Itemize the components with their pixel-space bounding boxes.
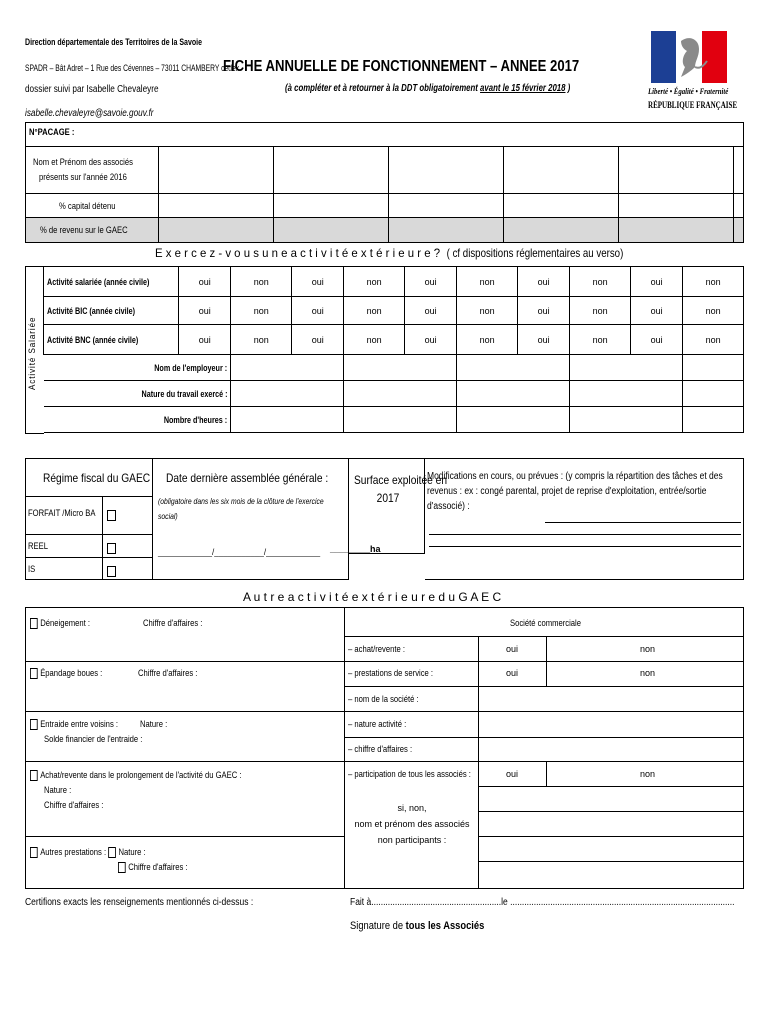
- pacage-field[interactable]: [26, 123, 744, 147]
- hours-cell[interactable]: [457, 407, 570, 433]
- yes-option[interactable]: oui: [179, 267, 231, 297]
- r-participation-label: – participation de tous les associés :: [348, 769, 471, 779]
- entraide-item[interactable]: Entraide entre voisins :: [30, 719, 118, 730]
- other-heading: A u t r e a c t i v i t é e x t é r i e u r e d u G A E C: [243, 590, 502, 604]
- employer-row: [44, 355, 744, 381]
- hours-cell[interactable]: [570, 407, 683, 433]
- associate-name-row: [26, 147, 744, 194]
- yes-option[interactable]: oui: [517, 297, 569, 325]
- no-option[interactable]: non: [344, 297, 405, 325]
- no-option[interactable]: non: [231, 297, 292, 325]
- no-option[interactable]: non: [344, 325, 405, 355]
- capital-cell[interactable]: [389, 194, 504, 218]
- employer-cell[interactable]: [683, 355, 744, 381]
- org-address: SPADR – Bât Adret – 1 Rue des Cévennes – 73011 CHAMBERY cedex: [25, 63, 240, 73]
- autres-ca-item[interactable]: Chiffre d'affaires :: [118, 862, 188, 873]
- revenue-label: % de revenu sur le GAEC: [40, 225, 129, 235]
- associate-name-cell[interactable]: [389, 147, 504, 194]
- hours-label: Nombre d'heures :: [164, 414, 228, 425]
- logo-motto: Liberté • Égalité • Fraternité: [648, 87, 729, 96]
- no-option[interactable]: non: [457, 325, 518, 355]
- no-option[interactable]: non: [231, 267, 292, 297]
- revenue-cell[interactable]: [619, 218, 734, 243]
- changes-text: Modifications en cours, ou prévues : (y compris la répartition des tâches et des revenus : ex : congé parental, projet de reprise d'exploitation, entrée/sortie d'associé) :: [427, 471, 723, 512]
- associate-name-cell[interactable]: [159, 147, 274, 194]
- associate-name-cell[interactable]: [504, 147, 619, 194]
- yes-option[interactable]: oui: [292, 325, 344, 355]
- regime-reel-label: REEL: [28, 541, 48, 551]
- associate-name-cell[interactable]: [734, 147, 744, 194]
- surface-header: Surface exploitée en 2017: [354, 473, 447, 505]
- r-achat-no[interactable]: non: [640, 644, 656, 654]
- regime-reel-checkbox[interactable]: [107, 540, 119, 558]
- changes-line[interactable]: [429, 534, 741, 535]
- associate-name-cell[interactable]: [619, 147, 734, 194]
- r-participation-yes[interactable]: oui: [506, 769, 519, 779]
- capital-cell[interactable]: [619, 194, 734, 218]
- job-cell[interactable]: [457, 381, 570, 407]
- regime-forfait-label: FORFAIT /Micro BA: [28, 508, 96, 518]
- employer-label: Nom de l'employeur :: [154, 362, 228, 373]
- r-presta-no[interactable]: non: [640, 668, 656, 678]
- employer-cell[interactable]: [231, 355, 344, 381]
- page-subtitle: (à compléter et à retourner à la DDT obligatoirement avant le 15 février 2018 ): [285, 83, 571, 94]
- r-presta-yes[interactable]: oui: [506, 668, 519, 678]
- job-cell[interactable]: [231, 381, 344, 407]
- regime-forfait-checkbox[interactable]: [107, 507, 119, 525]
- societe-header: Société commerciale: [510, 618, 582, 628]
- pacage-label: N°PACAGE :: [29, 127, 75, 137]
- employer-cell[interactable]: [570, 355, 683, 381]
- assembly-date-field[interactable]: ____________/___________/____________: [158, 547, 321, 557]
- job-cell[interactable]: [570, 381, 683, 407]
- regime-header: Régime fiscal du GAEC: [43, 471, 151, 485]
- exterior-row-label: Activité BIC (année civile): [47, 305, 136, 316]
- r-participation-no[interactable]: non: [640, 769, 656, 779]
- revenue-cell[interactable]: [389, 218, 504, 243]
- changes-line[interactable]: [545, 522, 741, 523]
- hours-cell[interactable]: [231, 407, 344, 433]
- capital-label: % capital détenu: [58, 200, 116, 211]
- org-name: Direction départementale des Territoires de la Savoie: [25, 37, 202, 47]
- r-presta-label: – prestations de service :: [348, 668, 434, 678]
- yes-option[interactable]: oui: [179, 297, 231, 325]
- yes-option[interactable]: oui: [517, 325, 569, 355]
- exterior-row-label: Activité salariée (année civile): [47, 276, 150, 287]
- entraide-nature-label: Nature :: [140, 719, 168, 729]
- certify-text: Certifions exacts les renseignements mentionnés ci-dessus :: [25, 897, 254, 908]
- yes-option[interactable]: oui: [630, 267, 682, 297]
- pacage-row: [26, 123, 744, 147]
- r-achat-label: – achat/revente :: [348, 644, 405, 654]
- deneigement-ca-label: Chiffre d'affaires :: [143, 618, 203, 628]
- entraide-solde-label: Solde financier de l'entraide :: [44, 734, 143, 744]
- exterior-table: [43, 266, 744, 433]
- no-option[interactable]: non: [570, 267, 631, 297]
- achat-item[interactable]: Achat/revente dans le prolongement de l'activité du GAEC :: [30, 770, 242, 781]
- employer-cell[interactable]: [344, 355, 457, 381]
- employer-cell[interactable]: [457, 355, 570, 381]
- capital-row: [26, 194, 744, 218]
- surface-field[interactable]: ________ha: [330, 544, 381, 554]
- revenue-row: [26, 218, 744, 243]
- exterior-row-label: Activité BNC (année civile): [47, 334, 139, 345]
- exterior-row: [44, 325, 744, 355]
- no-option[interactable]: non: [457, 267, 518, 297]
- associates-table: [25, 122, 744, 243]
- assembly-note: (obligatoire dans les six mois de la clôture de l'exercice social): [158, 497, 324, 521]
- revenue-cell[interactable]: [504, 218, 619, 243]
- exterior-row: [44, 267, 744, 297]
- associate-name-label-1: Nom et Prénom des associés: [33, 157, 134, 167]
- yes-option[interactable]: oui: [179, 325, 231, 355]
- no-option[interactable]: non: [570, 297, 631, 325]
- no-option[interactable]: non: [457, 297, 518, 325]
- achat-ca-label: Chiffre d'affaires :: [44, 800, 104, 810]
- autres-item[interactable]: Autres prestations : Nature :: [30, 847, 146, 858]
- no-option[interactable]: non: [683, 267, 744, 297]
- yes-option[interactable]: oui: [405, 325, 457, 355]
- no-option[interactable]: non: [344, 267, 405, 297]
- no-option[interactable]: non: [683, 297, 744, 325]
- marianne-logo: [651, 31, 727, 83]
- yes-option[interactable]: oui: [630, 297, 682, 325]
- no-option[interactable]: non: [570, 325, 631, 355]
- gaec-section: [25, 458, 744, 580]
- changes-line[interactable]: [429, 546, 741, 547]
- yes-option[interactable]: oui: [292, 297, 344, 325]
- r-nom-label: – nom de la société :: [348, 694, 419, 704]
- contact-email[interactable]: isabelle.chevaleyre@savoie.gouv.fr: [25, 108, 154, 119]
- exterior-row: [44, 297, 744, 325]
- associate-name-label-2: présents sur l'année 2016: [39, 172, 128, 182]
- job-label: Nature du travail exercé :: [141, 388, 228, 399]
- r-si-non-text: si, non, nom et prénom des associés non participants :: [354, 803, 470, 845]
- side-label: Activité Salariée: [27, 316, 37, 390]
- revenue-cell[interactable]: [274, 218, 389, 243]
- deneigement-item[interactable]: Déneigement :: [30, 618, 90, 629]
- capital-cell[interactable]: [734, 194, 744, 218]
- page-title: FICHE ANNUELLE DE FONCTIONNEMENT – ANNEE 2017: [223, 58, 580, 75]
- exterior-heading: E x e r c e z - v o u s u n e a c t i v i t é e x t é r i e u r e ? ( cf dispositions réglementaires au verso): [155, 246, 624, 260]
- epandage-ca-label: Chiffre d'affaires :: [138, 668, 198, 678]
- job-cell[interactable]: [683, 381, 744, 407]
- contact-person: dossier suivi par Isabelle Chevaleyre: [25, 84, 159, 95]
- epandage-item[interactable]: Épandage boues :: [30, 668, 102, 679]
- yes-option[interactable]: oui: [292, 267, 344, 297]
- achat-nature-label: Nature :: [44, 785, 72, 795]
- fait-a-field[interactable]: Fait à.......................................................le ...............................................................................................: [350, 897, 735, 908]
- regime-is-label: IS: [28, 564, 36, 574]
- job-row: [44, 381, 744, 407]
- yes-option[interactable]: oui: [517, 267, 569, 297]
- capital-cell[interactable]: [159, 194, 274, 218]
- signature-label: Signature de tous les Associés: [350, 920, 485, 932]
- regime-is-checkbox[interactable]: [107, 563, 119, 581]
- capital-cell[interactable]: [274, 194, 389, 218]
- hours-cell[interactable]: [683, 407, 744, 433]
- job-cell[interactable]: [344, 381, 457, 407]
- yes-option[interactable]: oui: [405, 267, 457, 297]
- capital-cell[interactable]: [504, 194, 619, 218]
- associate-name-cell[interactable]: [274, 147, 389, 194]
- assembly-header: Date dernière assemblée générale :: [166, 471, 329, 485]
- no-option[interactable]: non: [231, 325, 292, 355]
- yes-option[interactable]: oui: [630, 325, 682, 355]
- revenue-cell[interactable]: [159, 218, 274, 243]
- yes-option[interactable]: oui: [405, 297, 457, 325]
- hours-cell[interactable]: [344, 407, 457, 433]
- hours-row: [44, 407, 744, 433]
- r-achat-yes[interactable]: oui: [506, 644, 519, 654]
- r-ca-label: – chiffre d'affaires :: [348, 744, 413, 754]
- r-nature-label: – nature activité :: [348, 719, 407, 729]
- no-option[interactable]: non: [683, 325, 744, 355]
- logo-republic: RÉPUBLIQUE FRANÇAISE: [648, 100, 738, 110]
- revenue-cell[interactable]: [734, 218, 744, 243]
